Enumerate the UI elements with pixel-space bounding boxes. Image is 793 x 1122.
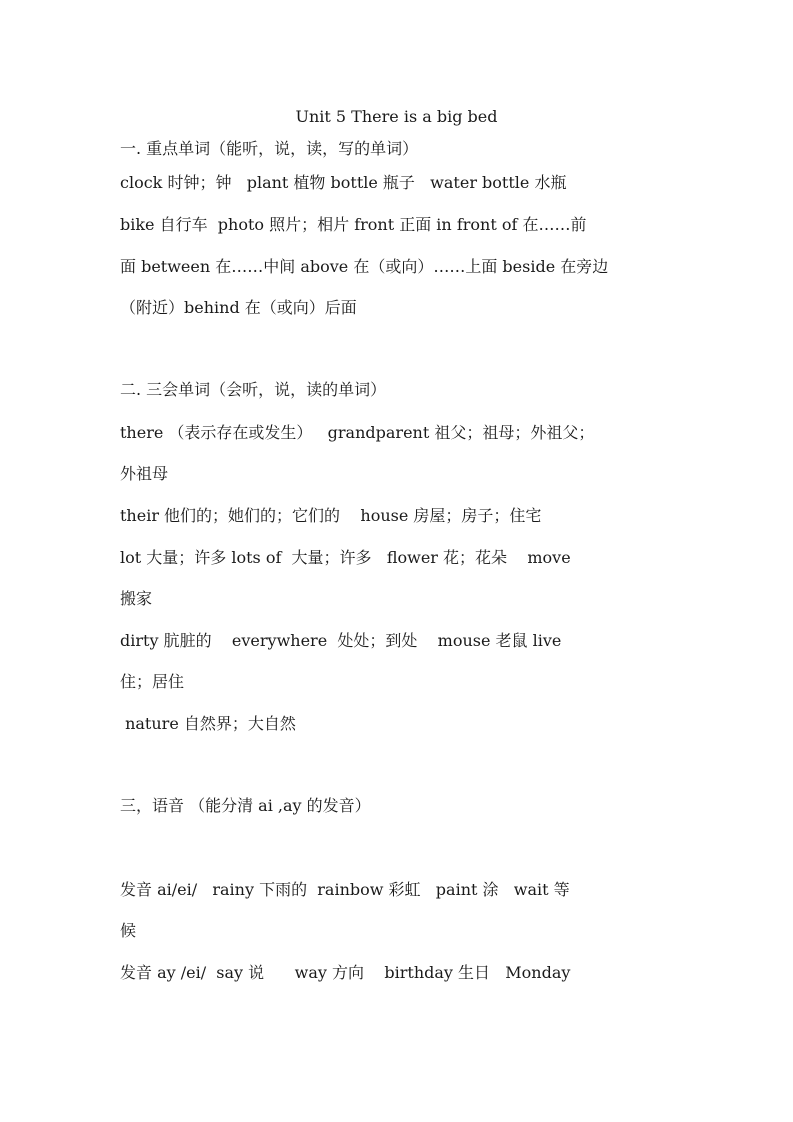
section-2-line-7: 住；居住 (120, 672, 185, 691)
section-1-line-1: clock 时钟；钟 plant 植物 bottle 瓶子 water bottle 水瓶 (120, 173, 567, 192)
section-3-line-2: 候 (120, 921, 137, 940)
section-2-line-3: their 他们的；她们的；它们的 house 房屋；房子；住宅 (120, 506, 542, 525)
section-2-line-6: dirty 肮脏的 everywhere 处处；到处 mouse 老鼠 live (120, 631, 562, 650)
section-2-heading: 二. 三会单词（会听，说，读的单词） (120, 380, 387, 399)
section-3-line-3: 发音 ay /ei/ say 说 way 方向 birthday 生日 Monday (120, 963, 571, 982)
section-2-line-4: lot 大量；许多 lots of 大量；许多 flower 花；花朵 move (120, 548, 571, 567)
section-1-line-4: （附近）behind 在（或向）后面 (120, 298, 357, 317)
section-2-line-1: there （表示存在或发生） grandparent 祖父；祖母；外祖父； (120, 423, 595, 442)
document-title: Unit 5 There is a big bed (295, 107, 498, 126)
section-3-line-1: 发音 ai/ei/ rainy 下雨的 rainbow 彩虹 paint 涂 wait 等 (120, 880, 570, 899)
section-1-line-3: 面 between 在……中间 above 在（或向）……上面 beside 在旁边 (120, 257, 609, 276)
section-3-heading: 三，语音 （能分清 ai ,ay 的发音） (120, 796, 371, 815)
section-1-heading: 一. 重点单词（能听，说，读，写的单词） (120, 139, 419, 158)
section-2-line-8: nature 自然界；大自然 (120, 714, 296, 733)
section-2-line-5: 搬家 (120, 589, 153, 608)
section-2-line-2: 外祖母 (120, 464, 169, 483)
section-1-line-2: bike 自行车 photo 照片；相片 front 正面 in front of 在……前 (120, 215, 587, 234)
